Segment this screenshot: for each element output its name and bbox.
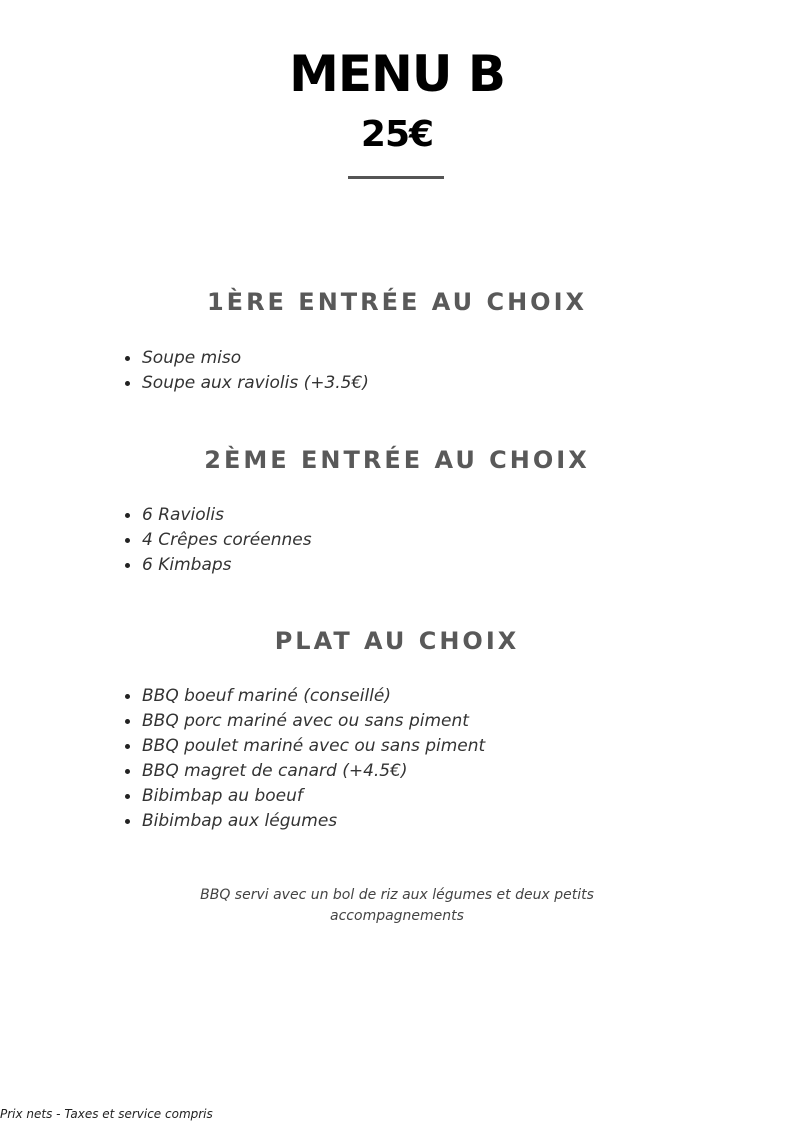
list-item <box>123 528 312 553</box>
list-item <box>123 759 485 784</box>
item-label: 6 Kimbaps <box>142 555 232 575</box>
bullet-icon <box>125 694 130 699</box>
list-plat <box>123 684 485 834</box>
menu-price: 25€ <box>360 114 434 155</box>
section-title-plat: PLAT AU CHOIX <box>274 627 520 655</box>
bullet-icon <box>125 744 130 749</box>
list-item <box>123 734 485 759</box>
list-item <box>123 784 485 809</box>
item-label: Soupe miso <box>142 348 242 368</box>
bullet-icon <box>125 794 130 799</box>
bullet-icon <box>125 719 130 724</box>
bbq-note: BBQ servi avec un bol de riz aux légumes et deux petits accompagnements <box>200 887 594 924</box>
item-label: BBQ porc mariné avec ou sans piment <box>142 711 469 731</box>
list-2eme-entree <box>123 503 312 578</box>
footer-note: Prix nets - Taxes et service compris <box>0 1107 213 1121</box>
list-item <box>123 809 485 834</box>
item-label: Bibimbap aux légumes <box>142 811 338 831</box>
bullet-icon <box>125 769 130 774</box>
list-item <box>123 503 312 528</box>
item-label: 4 Crêpes coréennes <box>142 530 312 550</box>
item-label: 6 Raviolis <box>142 505 224 525</box>
list-item <box>123 553 312 578</box>
item-label: Bibimbap au boeuf <box>142 786 303 806</box>
bullet-icon <box>125 538 130 543</box>
section-title-2eme-entree: 2ÈME ENTRÉE AU CHOIX <box>204 446 590 474</box>
item-label: BBQ boeuf mariné (conseillé) <box>142 686 391 706</box>
bullet-icon <box>125 381 130 386</box>
list-item <box>123 371 369 396</box>
bullet-icon <box>125 819 130 824</box>
list-item <box>123 709 485 734</box>
bullet-icon <box>125 356 130 361</box>
list-1ere-entree <box>123 346 369 396</box>
list-item <box>123 684 485 709</box>
section-title-1ere-entree: 1ÈRE ENTRÉE AU CHOIX <box>206 288 587 316</box>
menu-title: MENU B <box>289 45 505 103</box>
item-label: BBQ magret de canard (+4.5€) <box>142 761 408 781</box>
item-label: Soupe aux raviolis (+3.5€) <box>142 373 369 393</box>
bullet-icon <box>125 513 130 518</box>
title-divider <box>348 176 444 179</box>
bullet-icon <box>125 563 130 568</box>
list-item <box>123 346 369 371</box>
item-label: BBQ poulet mariné avec ou sans piment <box>142 736 486 756</box>
